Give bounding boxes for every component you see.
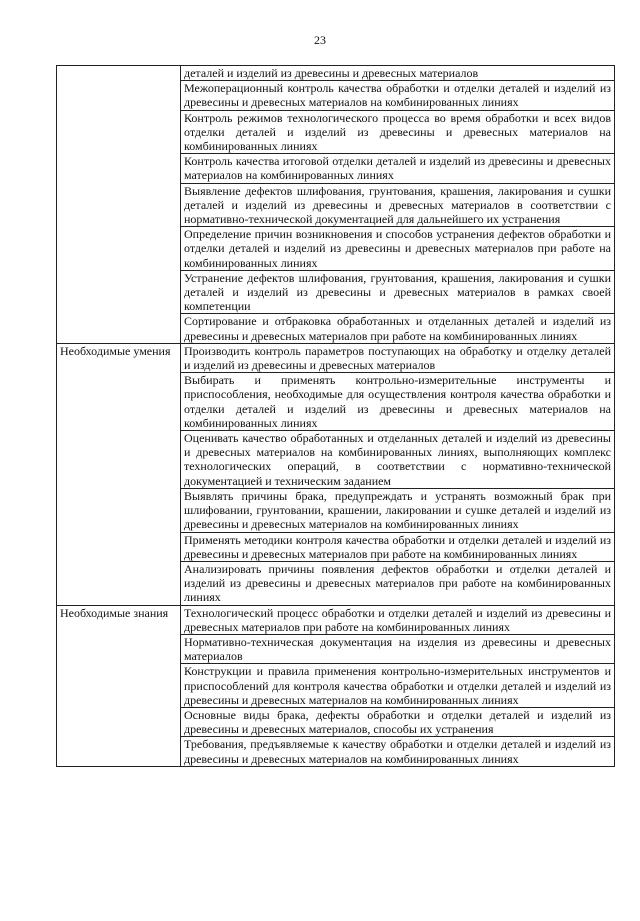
table-row xyxy=(57,66,615,81)
requirements-table xyxy=(56,65,615,767)
requirement-item: Устранение дефектов шлифования, грунтования, крашения, лакирования и сушки деталей и изделий из древесины и древесных материалов в рамках своей компетенции xyxy=(181,270,615,314)
requirement-item: Технологический процесс обработки и отделки деталей и изделий из древесины и древесных материалов при работе на комбинированных линиях xyxy=(181,605,615,634)
requirement-item: Требования, предъявляемые к качеству обработки и отделки деталей и изделий из древесины и древесных материалов на комбинированных линиях xyxy=(181,737,615,766)
requirement-item: Выявлять причины брака, предупреждать и устранять возможный брак при шлифовании, грунтовании, крашении, лакировании и сушке деталей и изделий из древесины и древесных материалов на комбинированных линиях xyxy=(181,488,615,532)
requirement-item: Контроль режимов технологического процесса во время обработки и всех видов отделки деталей и изделий из древесины и древесных материалов на комбинированных линиях xyxy=(181,110,615,154)
table-row xyxy=(57,343,615,372)
requirements-table-body xyxy=(57,66,615,767)
requirement-item: Межоперационный контроль качества обработки и отделки деталей и изделий из древесины и древесных материалов на комбинированных линиях xyxy=(181,81,615,110)
requirement-item: Производить контроль параметров поступающих на обработку и отделку деталей и изделий из древесины и древесных материалов xyxy=(181,343,615,372)
requirement-item: Анализировать причины появления дефектов обработки и отделки деталей и изделий из древесины и древесных материалов при работе на комбинированных линиях xyxy=(181,561,615,605)
requirement-item: Нормативно-техническая документация на изделия из древесины и древесных материалов xyxy=(181,634,615,663)
requirement-item: Основные виды брака, дефекты обработки и отделки деталей и изделий из древесины и древесных материалов, способы их устранения xyxy=(181,707,615,736)
requirement-item: деталей и изделий из древесины и древесных материалов xyxy=(181,66,615,81)
requirement-item: Определение причин возникновения и способов устранения дефектов обработки и отделки деталей и изделий из древесины и древесных материалов при работе на комбинированных линиях xyxy=(181,227,615,271)
requirement-item: Применять методики контроля качества обработки и отделки деталей и изделий из древесины и древесных материалов при работе на комбинированных линиях xyxy=(181,532,615,561)
page-number: 23 xyxy=(314,33,326,47)
table-row xyxy=(57,605,615,634)
requirement-item: Сортирование и отбраковка обработанных и отделанных деталей и изделий из древесины и древесных материалов при работе на комбинированных линиях xyxy=(181,314,615,343)
requirement-item: Выбирать и применять контрольно-измерительные инструменты и приспособления, необходимые для осуществления контроля качества обработки и отделки деталей и изделий из древесины и древесных материалов на комбинированных линиях xyxy=(181,373,615,431)
requirement-item: Оценивать качество обработанных и отделанных деталей и изделий из древесины и древесных материалов на комбинированных линиях, выполняющих комплекс технологических операций, в соответствии с нормативно-технической документацией и техническим заданием xyxy=(181,431,615,489)
section-label xyxy=(57,66,181,344)
section-label: Необходимые умения xyxy=(57,343,181,605)
requirement-item: Выявление дефектов шлифования, грунтования, крашения, лакирования и сушки деталей и изделий из древесины и древесных материалов в соответствии с нормативно-технической документацией для дальнейшего их устранения xyxy=(181,183,615,227)
requirement-item: Конструкции и правила применения контрольно-измерительных инструментов и приспособлений для контроля качества обработки и отделки деталей и изделий из древесины и древесных материалов на комбинированных линиях xyxy=(181,664,615,708)
requirement-item: Контроль качества итоговой отделки деталей и изделий из древесины и древесных материалов на комбинированных линиях xyxy=(181,154,615,183)
section-label: Необходимые знания xyxy=(57,605,181,766)
